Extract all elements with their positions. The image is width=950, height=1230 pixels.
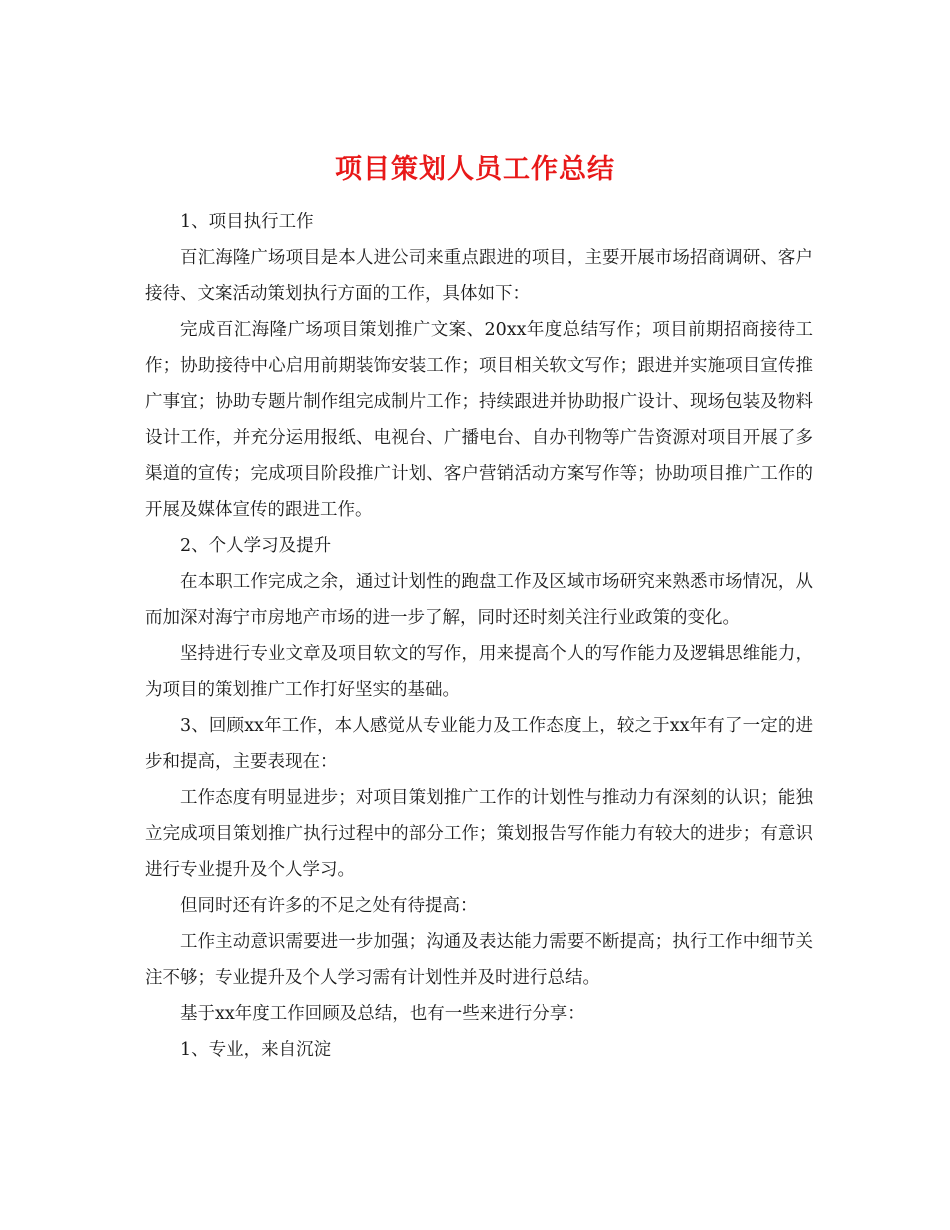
document-body [145, 204, 813, 1068]
paragraph: 在本职工作完成之余，通过计划性的跑盘工作及区域市场研究来熟悉市场情况，从而加深对海宁市房地产市场的进一步了解，同时还时刻关注行业政策的变化。 [145, 572, 813, 628]
paragraph: 但同时还有许多的不足之处有待提高： [180, 896, 478, 916]
paragraph: 完成百汇海隆广场项目策划推广文案、20xx年度总结写作；项目前期招商接待工作；协助接待中心启用前期装饰安装工作；项目相关软文写作；跟进并实施项目宣传推广事宜；协助专题片制作组完成制片工作；持续跟进并协助报广设计、现场包装及物料设计工作，并充分运用报纸、电视台、广播电台、自办刊物等广告资源对项目开展了多渠道的宣传；完成项目阶段推广计划、客户营销活动方案写作等；协助项目推广工作的开展及媒体宣传的跟进工作。 [145, 320, 813, 520]
paragraph: 百汇海隆广场项目是本人进公司来重点跟进的项目，主要开展市场招商调研、客户接待、文案活动策划执行方面的工作，具体如下： [145, 248, 813, 304]
section-heading-professional: 1、专业，来自沉淀 [180, 1040, 332, 1060]
paragraph: 基于xx年度工作回顾及总结，也有一些来进行分享： [180, 1004, 585, 1024]
section-heading-review: 3、回顾xx年工作，本人感觉从专业能力及工作态度上，较之于xx年有了一定的进步和提高，主要表现在： [145, 716, 813, 772]
paragraph: 坚持进行专业文章及项目软文的写作，用来提高个人的写作能力及逻辑思维能力，为项目的策划推广工作打好坚实的基础。 [145, 644, 813, 700]
section-heading-project-execution: 1、项目执行工作 [180, 212, 314, 232]
section-heading-personal-learning: 2、个人学习及提升 [180, 536, 332, 556]
paragraph: 工作主动意识需要进一步加强；沟通及表达能力需要不断提高；执行工作中细节关注不够；专业提升及个人学习需有计划性并及时进行总结。 [145, 932, 813, 988]
paragraph: 工作态度有明显进步；对项目策划推广工作的计划性与推动力有深刻的认识；能独立完成项目策划推广执行过程中的部分工作；策划报告写作能力有较大的进步；有意识进行专业提升及个人学习。 [145, 788, 813, 880]
document-title: 项目策划人员工作总结 [335, 154, 615, 186]
